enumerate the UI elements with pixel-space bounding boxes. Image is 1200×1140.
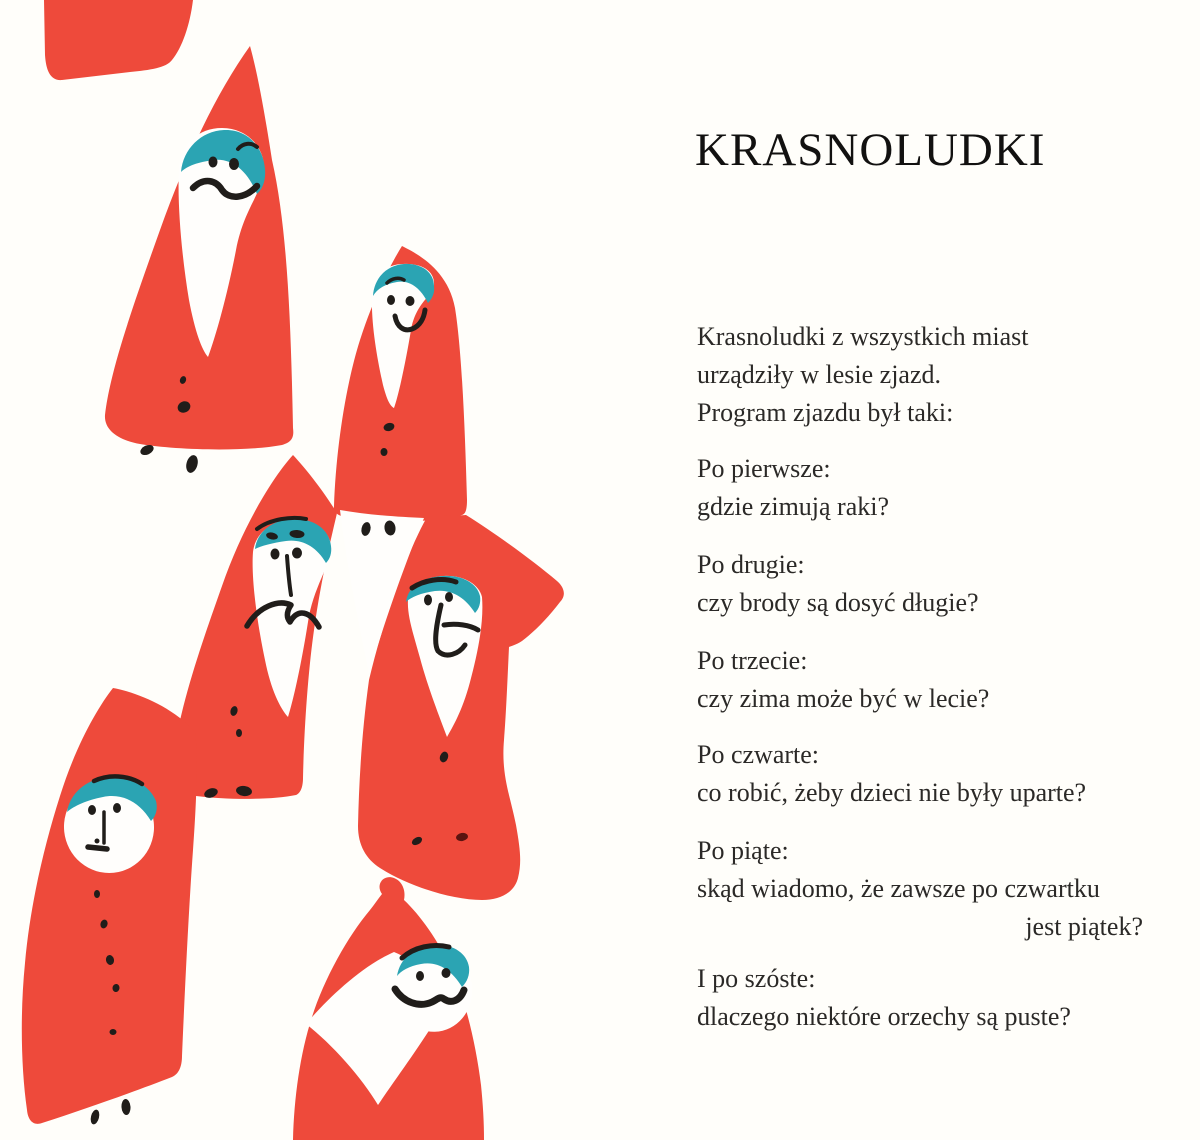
red-corner-blob [44, 0, 193, 80]
poem-line: czy brody są dosyć długie? [697, 588, 979, 617]
poem-line: urządziły w lesie zjazd. [697, 360, 941, 389]
poem-line: I po szóste: [697, 964, 816, 993]
poem-line: Po czwarte: [697, 740, 820, 769]
gnome-bottom-left-body [22, 688, 197, 1124]
gnome-top-smiling [105, 46, 293, 474]
poem-line: skąd wiadomo, że zawsze po czwartku [697, 874, 1100, 903]
stanza [697, 642, 1143, 718]
stanza [697, 960, 1143, 1036]
stanza [697, 450, 1143, 526]
stanza [697, 832, 1143, 946]
stanza [697, 318, 1143, 432]
poem-line: Po drugie: [697, 550, 805, 579]
stanza [697, 546, 1143, 622]
poem-line: czy zima może być w lecie? [697, 684, 990, 713]
poem-line: jest piątek? [1025, 912, 1143, 941]
poem-line: Po piąte: [697, 836, 789, 865]
poem-line: Program zjazdu był taki: [697, 398, 954, 427]
stanza [697, 736, 1143, 812]
poem-line: Krasnoludki z wszystkich miast [697, 322, 1029, 351]
gnome-upper-right-worried [334, 246, 467, 521]
poem-line: Po pierwsze: [697, 454, 831, 483]
poem-line: Po trzecie: [697, 646, 808, 675]
poem [697, 318, 1143, 1036]
poem-line: gdzie zimują raki? [697, 492, 890, 521]
page-title: KRASNOLUDKI [695, 124, 1046, 176]
poem-line: dlaczego niektóre orzechy są puste? [697, 1002, 1071, 1031]
poem-line: co robić, żeby dzieci nie były uparte? [697, 778, 1087, 807]
